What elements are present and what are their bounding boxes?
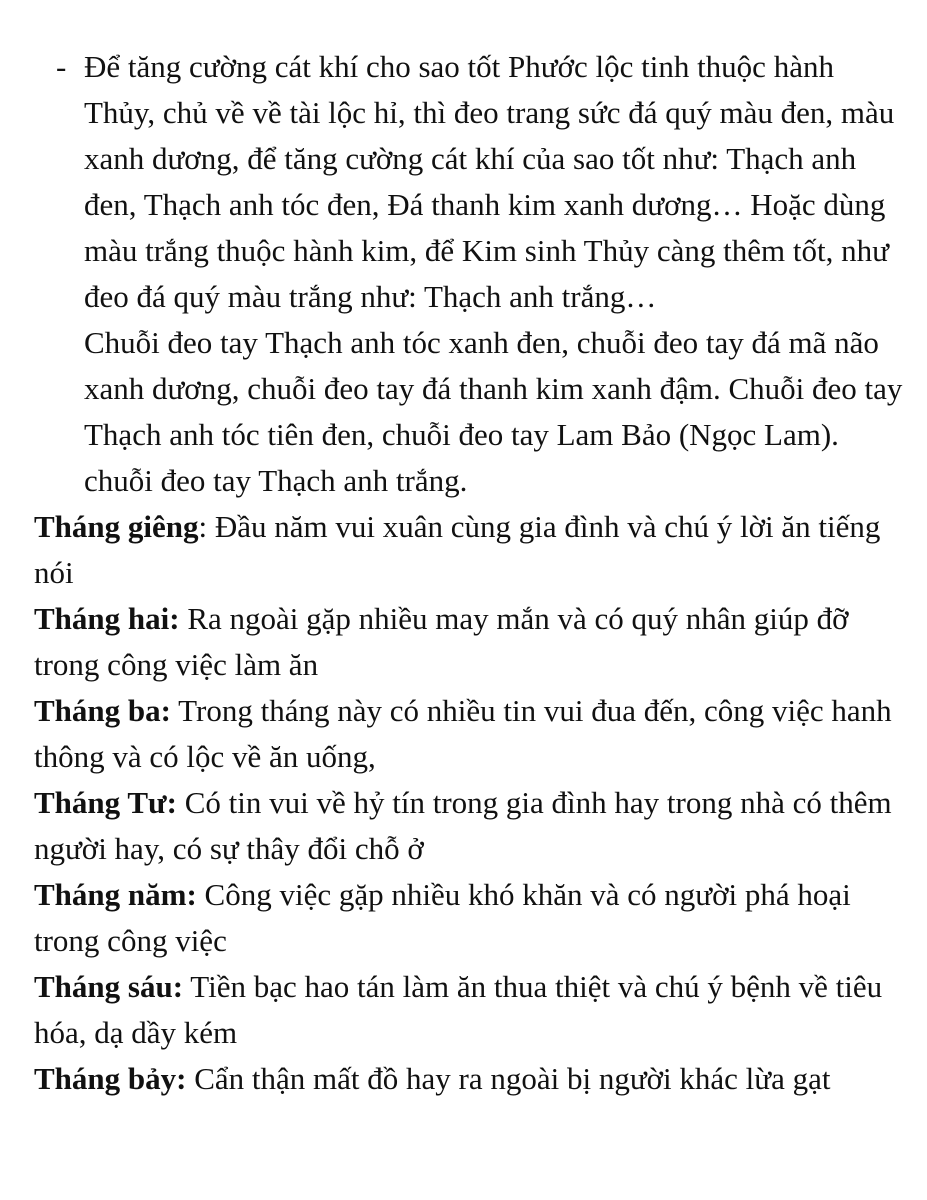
month-label: Tháng ba:: [34, 693, 171, 728]
month-text: Có tin vui về hỷ tín trong gia đình hay trong nhà có thêm người hay, có sự thây đổi chỗ ở: [34, 785, 892, 866]
month-label: Tháng bảy:: [34, 1061, 187, 1096]
month-text: Công việc gặp nhiều khó khăn và có người phá hoại trong công việc: [34, 877, 851, 958]
month-entry-7: [34, 1056, 907, 1102]
month-entry-5: [34, 872, 907, 964]
month-entry-4: [34, 780, 907, 872]
month-entry-3: [34, 688, 907, 780]
gemstone-advice-bullet: [34, 44, 907, 320]
month-text: : Đầu năm vui xuân cùng gia đình và chú ý lời ăn tiếng nói: [34, 509, 881, 590]
bracelet-list-text: Chuỗi đeo tay Thạch anh tóc xanh đen, chuỗi đeo tay đá mã não xanh dương, chuỗi đeo tay đá thanh kim xanh đậm. Chuỗi đeo tay Thạch anh tóc tiên đen, chuỗi đeo tay Lam Bảo (Ngọc Lam). chuỗi đeo tay Thạch anh trắng.: [84, 325, 903, 498]
month-label: Tháng năm:: [34, 877, 197, 912]
month-text: Trong tháng này có nhiều tin vui đua đến, công việc hanh thông và có lộc về ăn uống,: [34, 693, 892, 774]
month-label: Tháng giêng: [34, 509, 199, 544]
month-label: Tháng Tư:: [34, 785, 177, 820]
gemstone-advice-text: Để tăng cường cát khí cho sao tốt Phước lộc tinh thuộc hành Thủy, chủ về về tài lộc hỉ, thì đeo trang sức đá quý màu đen, màu xanh dương, để tăng cường cát khí của sao tốt như: Thạch anh đen, Thạch anh tóc đen, Đá thanh kim xanh dương… Hoặc dùng màu trắng thuộc hành kim, để Kim sinh Thủy càng thêm tốt, như đeo đá quý màu trắng như: Thạch anh trắng…: [84, 49, 895, 314]
month-text: Tiền bạc hao tán làm ăn thua thiệt và chú ý bệnh về tiêu hóa, dạ dầy kém: [34, 969, 883, 1050]
bullet-dash: -: [56, 49, 67, 84]
month-entry-1: [34, 504, 907, 596]
month-label: Tháng hai:: [34, 601, 180, 636]
month-label: Tháng sáu:: [34, 969, 184, 1004]
month-text: Cẩn thận mất đồ hay ra ngoài bị người khác lừa gạt: [186, 1061, 831, 1096]
month-entry-6: [34, 964, 907, 1056]
month-text: Ra ngoài gặp nhiều may mắn và có quý nhân giúp đỡ trong công việc làm ăn: [34, 601, 849, 682]
month-entry-2: [34, 596, 907, 688]
